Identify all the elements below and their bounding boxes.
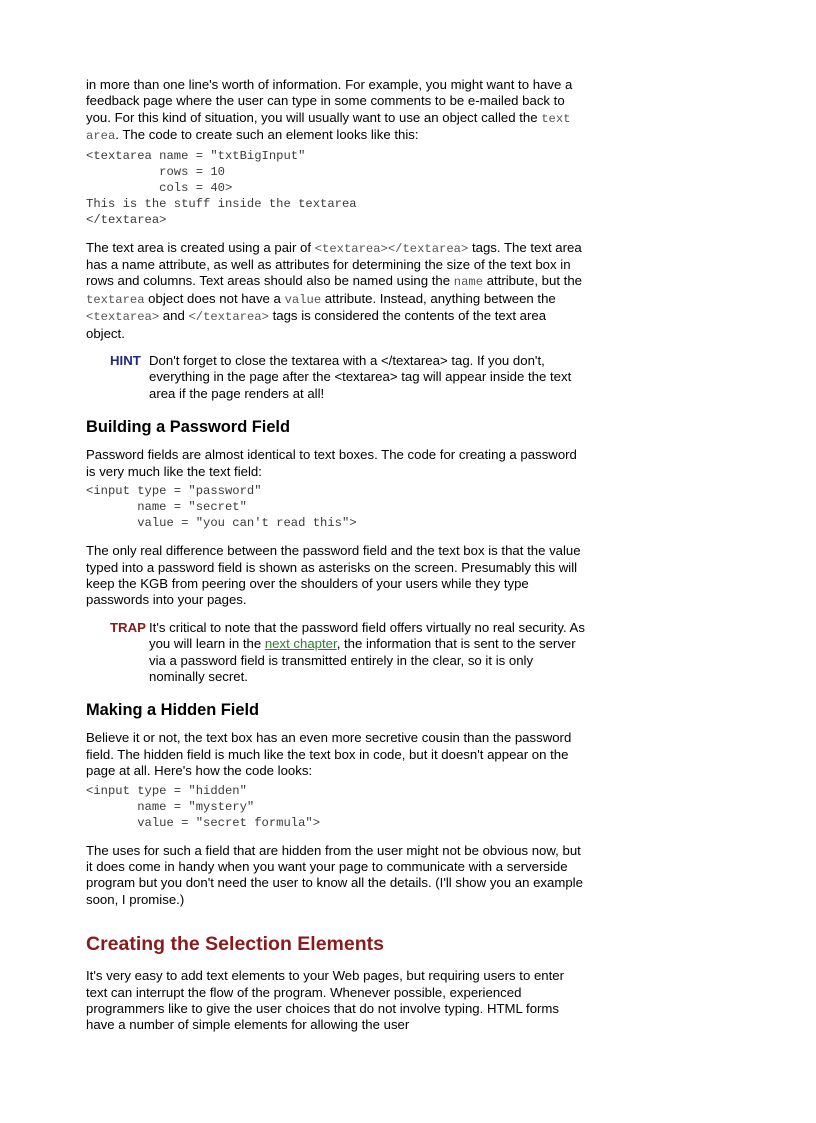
password-heading: Building a Password Field bbox=[86, 418, 291, 437]
password-code-block: <input type = "password" name = "secret" value = "you can't read this"> bbox=[86, 484, 357, 531]
text-run: and bbox=[159, 308, 189, 324]
inline-code: <textarea></textarea> bbox=[314, 241, 469, 256]
intro-paragraph bbox=[86, 77, 586, 145]
textarea-explanation-paragraph bbox=[86, 240, 586, 342]
selection-intro-paragraph: It's very easy to add text elements to your Web pages, but requiring users to enter text can interrupt the flow of the program. Whenever possible, experienced programmers like to give the user choices that do not involve typing. HTML forms have a number of simple elements for allowing the user bbox=[86, 968, 565, 1033]
text-run: attribute, but the bbox=[483, 273, 583, 289]
hint-label: HINT bbox=[110, 353, 141, 369]
text-run: , the information that is sent to the server via a password field is transmitted entirely in the clear, so it is only nominally secret. bbox=[149, 636, 576, 684]
text-run: tags. The text area has a name attribute, as well as attributes for determining the size of the text box in rows and columns. Text areas should also be named using the bbox=[86, 239, 582, 289]
text-run: . The code to create such an element looks like this: bbox=[115, 127, 419, 143]
hidden-heading: Making a Hidden Field bbox=[86, 701, 260, 720]
hint-text: Don't forget to close the textarea with a </textarea> tag. If you don't, everything in the page after the <textarea> tag will appear inside the text area if the page renders at all! bbox=[149, 353, 572, 401]
text-run: attribute. Instead, anything between the bbox=[321, 290, 556, 306]
inline-code: <textarea> bbox=[86, 310, 160, 325]
trap-note bbox=[110, 620, 586, 686]
inline-code: textarea bbox=[86, 292, 145, 307]
hidden-code-block: <input type = "hidden" name = "mystery" value = "secret formula"> bbox=[86, 783, 321, 830]
text-run: object does not have a bbox=[144, 290, 285, 306]
hint-note bbox=[110, 353, 586, 402]
password-explanation-paragraph: The only real difference between the password field and the text box is that the value typed into a password field is shown as asterisks on the screen. Presumably this will keep the KGB from peering over the shoulders of your users while they type passwords into your pages. bbox=[86, 543, 581, 608]
trap-label: TRAP bbox=[110, 619, 146, 635]
hidden-intro-paragraph: Believe it or not, the text box has an even more secretive cousin than the password field. The hidden field is much like the text box in code, but it doesn't appear on the page at all. Here's how the code looks: bbox=[86, 730, 572, 779]
trap-text bbox=[149, 620, 586, 686]
text-run: tags is considered the contents of the text area object. bbox=[86, 308, 547, 341]
textarea-code-block: <textarea name = "txtBigInput" rows = 10 cols = 40> This is the stuff inside the textarea </textarea> bbox=[86, 148, 357, 227]
inline-code: text area bbox=[86, 111, 571, 144]
password-intro-paragraph: Password fields are almost identical to text boxes. The code for creating a password is very much like the text field: bbox=[86, 447, 577, 479]
selection-heading: Creating the Selection Elements bbox=[86, 933, 384, 956]
next-chapter-link[interactable]: next chapter bbox=[264, 636, 337, 652]
inline-code: name bbox=[453, 275, 484, 290]
inline-code: </textarea> bbox=[188, 310, 269, 325]
inline-code: value bbox=[284, 292, 322, 307]
page-content bbox=[86, 77, 586, 1034]
text-run: in more than one line's worth of information. For example, you might want to have a feedback page where the user can type in some comments to be e-mailed back to you. For this kind of situation, you will usually want to use an object called the bbox=[86, 77, 573, 125]
text-run: It's critical to note that the password field offers virtually no real security. As you will learn in the bbox=[149, 619, 585, 652]
hidden-explanation-paragraph: The uses for such a field that are hidden from the user might not be obvious now, but it does come in handy when you want your page to communicate with a serverside program but you don't need the user to know all the details. (I'll show you an example soon, I promise.) bbox=[86, 842, 583, 907]
text-run: The text area is created using a pair of bbox=[86, 239, 315, 255]
